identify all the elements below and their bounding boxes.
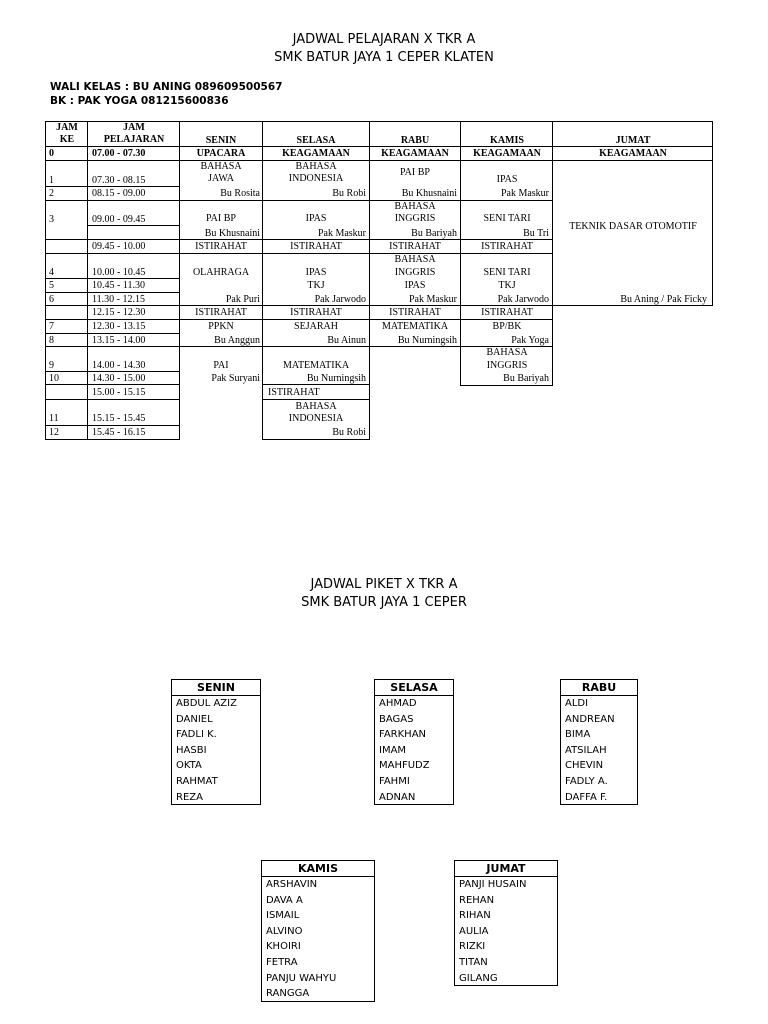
piket-student: TITAN <box>459 956 488 968</box>
jamke-cell <box>45 305 88 320</box>
header-kamis: KAMIS <box>490 135 524 146</box>
selasa-subject: BAHASA <box>295 161 337 172</box>
piket-student: BIMA <box>565 729 591 741</box>
piket-student: RIHAN <box>459 910 491 922</box>
jamke-2: 2 <box>49 188 54 199</box>
jumat-subject: TEKNIK DASAR OTOMOTIF <box>569 221 697 232</box>
rabu-teacher: Bu Nurningsih <box>397 335 457 346</box>
jamke-4: 4 <box>49 267 54 278</box>
rabu-subject: MATEMATIKA <box>381 321 449 332</box>
bk-contact: BK : PAK YOGA 081215600836 <box>50 95 229 107</box>
header-jampel-line2: PELAJARAN <box>103 134 165 145</box>
selasa-teacher: Bu Ainun <box>327 335 366 346</box>
piket-student: REHAN <box>459 894 495 906</box>
jam-time: 11.30 - 12.15 <box>92 294 145 305</box>
senin-subject: PAI <box>213 360 229 371</box>
piket-student: ABDUL AZIZ <box>176 698 237 709</box>
jamke-12: 12 <box>49 427 59 438</box>
row0-ke: 0 <box>49 148 54 159</box>
jam-time: 14.30 - 15.00 <box>92 373 146 384</box>
jam-time: 15.15 - 15.45 <box>92 413 146 424</box>
header-jamke-line1: JAM <box>56 122 78 133</box>
piket-day-jumat: JUMAT <box>455 861 557 877</box>
selasa-subject: INDONESIA <box>288 173 344 184</box>
kamis-teacher: Pak Yoga <box>511 335 549 346</box>
senin-teacher: Bu Anggun <box>214 335 260 346</box>
selasa-subject: IPAS <box>305 267 327 278</box>
jamke-8: 8 <box>49 335 54 346</box>
piket-box-selasa <box>374 679 454 805</box>
rabu-break: ISTIRAHAT <box>389 307 441 318</box>
kamis-teacher: Pak Maskur <box>500 188 549 199</box>
piket-box-kamis <box>261 860 375 1002</box>
piket-student: ARSHAVIN <box>266 879 318 890</box>
jam-time: 13.15 - 14.00 <box>92 335 146 346</box>
jam-time: 08.15 - 09.00 <box>92 188 146 199</box>
piket-day-senin: SENIN <box>172 680 260 696</box>
row0-senin: UPACARA <box>196 148 246 159</box>
senin-subject: PAI BP <box>206 213 236 224</box>
piket-box-jumat <box>454 860 558 986</box>
header-jamke-line2: KE <box>59 134 75 145</box>
piket-student: FETRA <box>266 956 298 968</box>
piket-title: JADWAL PIKET X TKR A <box>310 577 458 592</box>
piket-student: FADLI K. <box>176 729 217 741</box>
senin-break: ISTIRAHAT <box>195 241 247 252</box>
selasa-teacher: Bu Robi <box>332 427 366 438</box>
piket-student: RAHMAT <box>176 775 218 787</box>
selasa-teacher: Pak Jarwodo <box>314 294 366 305</box>
piket-box-rabu <box>560 679 638 805</box>
jam-time: 09.45 - 10.00 <box>92 241 146 252</box>
header-jampel-line1: JAM <box>123 122 145 133</box>
jam-time: 07.30 - 08.15 <box>92 175 146 186</box>
jam-time: 12.15 - 12.30 <box>92 307 146 318</box>
selasa-subject: IPAS <box>305 213 327 224</box>
rabu-teacher: Bu Bariyah <box>411 228 457 239</box>
piket-student: FADLY A. <box>565 775 608 787</box>
kamis-teacher: Bu Bariyah <box>503 373 549 384</box>
jamke-cell <box>45 384 88 400</box>
selasa-break: ISTIRAHAT <box>268 387 320 398</box>
jamke-1: 1 <box>49 175 54 186</box>
senin-subject: BAHASA <box>200 161 242 172</box>
header-selasa: SELASA <box>296 135 336 146</box>
kamis-subject: SENI TARI <box>483 213 531 224</box>
rabu-break: ISTIRAHAT <box>389 241 441 252</box>
jamke-3: 3 <box>49 214 54 225</box>
jamke-5: 5 <box>49 280 54 291</box>
jumat-teacher: Bu Aning / Pak Ficky <box>620 294 707 305</box>
selasa-subject: TKJ <box>307 280 325 291</box>
jam-time: 10.45 - 11.30 <box>92 280 145 291</box>
piket-student: GILANG <box>459 972 498 984</box>
jam-cell <box>87 225 180 240</box>
kamis-subject: BP/BK <box>492 321 522 332</box>
header-rabu: RABU <box>400 135 430 146</box>
piket-student: ANDREAN <box>565 713 615 725</box>
kamis-subject: INGGRIS <box>486 360 528 371</box>
rabu-subject: BAHASA <box>394 254 436 265</box>
kamis-teacher: Pak Jarwodo <box>497 294 549 305</box>
piket-student: RANGGA <box>266 988 310 1000</box>
wali-kelas: WALI KELAS : BU ANING 089609500567 <box>50 81 283 93</box>
piket-school-name: SMK BATUR JAYA 1 CEPER <box>301 595 467 610</box>
piket-day-selasa: SELASA <box>375 680 453 696</box>
senin-teacher: Pak Puri <box>225 294 260 305</box>
rabu-subject: PAI BP <box>400 167 430 178</box>
piket-student: MAHFUDZ <box>379 760 430 772</box>
row0-kamis: KEAGAMAAN <box>473 148 541 159</box>
row0-rabu: KEAGAMAAN <box>381 148 449 159</box>
piket-student: HASBI <box>176 744 207 756</box>
jamke-10: 10 <box>49 373 59 384</box>
rabu-subject: INGGRIS <box>394 213 436 224</box>
piket-student: PANJU WAHYU <box>266 972 337 984</box>
senin-break: ISTIRAHAT <box>195 307 247 318</box>
piket-student: ALVINO <box>266 925 303 937</box>
rabu-subject: IPAS <box>404 280 426 291</box>
senin-teacher: Bu Rosita <box>220 188 260 199</box>
kamis-subject: IPAS <box>496 174 518 185</box>
piket-student: ALDI <box>565 698 589 709</box>
jam-time: 15.45 - 16.15 <box>92 427 146 438</box>
piket-student: RIZKI <box>459 941 486 953</box>
rabu-subject: INGGRIS <box>394 267 436 278</box>
piket-student: BAGAS <box>379 713 414 725</box>
kamis-subject: SENI TARI <box>483 267 531 278</box>
jumat-cell <box>552 160 713 306</box>
kamis-teacher: Bu Tri <box>523 228 549 239</box>
jam-time: 10.00 - 10.45 <box>92 267 146 278</box>
piket-day-kamis: KAMIS <box>262 861 374 877</box>
piket-student: ADNAN <box>379 791 416 803</box>
piket-student: OKTA <box>176 760 202 772</box>
piket-student: IMAM <box>379 744 407 756</box>
jam-time: 09.00 - 09.45 <box>92 214 146 225</box>
row0-jam: 07.00 - 07.30 <box>92 148 146 159</box>
selasa-teacher: Pak Maskur <box>317 228 366 239</box>
selasa-subject: SEJARAH <box>294 321 338 332</box>
selasa-subject: INDONESIA <box>288 413 344 424</box>
selasa-teacher: Bu Robi <box>332 188 366 199</box>
row0-jumat: KEAGAMAAN <box>599 148 667 159</box>
kamis-subject: BAHASA <box>486 347 528 358</box>
jamke-9: 9 <box>49 360 54 371</box>
piket-student: DAFFA F. <box>565 791 608 803</box>
piket-student: DANIEL <box>176 713 213 725</box>
piket-student: REZA <box>176 791 203 803</box>
kamis-break: ISTIRAHAT <box>481 307 533 318</box>
piket-day-rabu: RABU <box>561 680 637 696</box>
piket-student: KHOIRI <box>266 941 301 953</box>
jam-time: 12.30 - 13.15 <box>92 321 146 332</box>
piket-student: FARKHAN <box>379 729 427 741</box>
jamke-cell <box>45 239 88 254</box>
jamke-11: 11 <box>49 413 59 424</box>
piket-student: FAHMI <box>379 775 410 787</box>
piket-student: ISMAIL <box>266 910 300 922</box>
rabu-teacher: Pak Maskur <box>408 294 457 305</box>
senin-subject: PPKN <box>208 321 234 332</box>
jam-time: 14.00 - 14.30 <box>92 360 146 371</box>
selasa-break: ISTIRAHAT <box>290 307 342 318</box>
rabu-teacher: Bu Khusnaini <box>401 188 457 199</box>
schedule-table <box>46 122 713 442</box>
kamis-subject: TKJ <box>498 280 516 291</box>
jamke-6: 6 <box>49 294 54 305</box>
piket-student: ATSILAH <box>565 744 607 756</box>
header-senin: SENIN <box>205 135 237 146</box>
header-jumat: JUMAT <box>615 135 651 146</box>
selasa-subject: BAHASA <box>295 401 337 412</box>
piket-student: CHEVIN <box>565 760 604 772</box>
kamis-break: ISTIRAHAT <box>481 241 533 252</box>
piket-student: DAVA A <box>266 894 303 906</box>
piket-student: AULIA <box>459 925 489 937</box>
schedule-title: JADWAL PELAJARAN X TKR A <box>292 32 476 47</box>
selasa-teacher: Bu Nurningsih <box>306 373 366 384</box>
piket-box-senin <box>171 679 261 805</box>
jamke-7: 7 <box>49 321 54 332</box>
jam-time: 15.00 - 15.15 <box>92 387 146 398</box>
row0-selasa: KEAGAMAAN <box>282 148 350 159</box>
senin-teacher: Pak Suryani <box>211 373 260 384</box>
senin-teacher: Bu Khusnaini <box>204 228 260 239</box>
school-name: SMK BATUR JAYA 1 CEPER KLATEN <box>274 50 494 65</box>
piket-student: PANJI HUSAIN <box>459 879 527 890</box>
senin-subject: JAWA <box>208 173 234 184</box>
rabu-subject: BAHASA <box>394 201 436 212</box>
senin-subject: OLAHRAGA <box>192 267 250 278</box>
selasa-subject: MATEMATIKA <box>282 360 350 371</box>
selasa-break: ISTIRAHAT <box>290 241 342 252</box>
piket-student: AHMAD <box>379 698 417 709</box>
